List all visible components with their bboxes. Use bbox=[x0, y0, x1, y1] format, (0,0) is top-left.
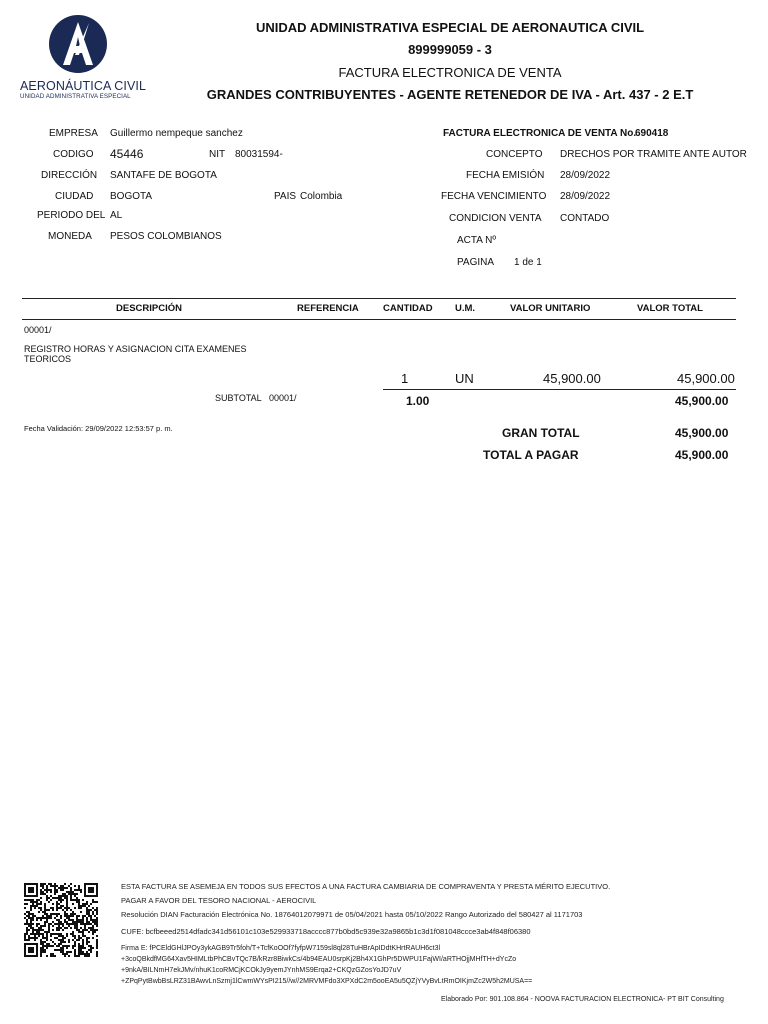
empresa-value: Guillermo nempeque sanchez bbox=[110, 128, 243, 139]
direccion-label: DIRECCIÓN bbox=[41, 170, 98, 181]
tax-regime: GRANDES CONTRIBUYENTES - AGENTE RETENEDOR DE IVA - Art. 437 - 2 E.T bbox=[206, 87, 694, 102]
codigo-value: 45446 bbox=[110, 147, 144, 161]
nit-label: NIT bbox=[209, 149, 226, 160]
concepto-value: DRECHOS POR TRAMITE ANTE AUTOR bbox=[560, 149, 747, 160]
footer-firma-line2: +3coQBkdfMG64Xav5HIMLtbPhCBvTQc7B/kRzr8BiwkCs/4b94EAU0srpKj2Bh4X1GhPr5DWPU1FajWI/aRTHOjjMHfTH+dYcZo bbox=[121, 956, 517, 963]
invoice-title-label: FACTURA ELECTRONICA DE VENTA No. bbox=[443, 128, 637, 139]
org-name: UNIDAD ADMINISTRATIVA ESPECIAL DE AERONAUTICA CIVIL bbox=[255, 20, 645, 35]
item-description-line2: TEORICOS bbox=[24, 354, 72, 364]
footer-firma-line1: Firma E: fPCEldGHlJPOy3ykAGB9Tr5foh/T+TcfKoOOf7fyfpW7159sl8ql28TuHBrApIDdtKHrtRAUH6ct3l bbox=[121, 945, 441, 952]
acta-label: ACTA Nº bbox=[457, 235, 497, 246]
nit-value: 80031594- bbox=[235, 149, 283, 160]
periodo-value: AL bbox=[110, 210, 123, 221]
condicion-value: CONTADO bbox=[560, 213, 610, 224]
footer-firma-line4: +ZPqPytBwbBsLRZ31BAwvLnSzmj1lCwmWYsPI215//w//2MRVMFdo3XPXdC2m5ooEA5u5QZjYVyBvLtRmOIKjmZc2W5h2MUSA== bbox=[121, 978, 533, 985]
logo-title: AERONÁUTICA CIVIL bbox=[20, 79, 147, 93]
gran-total-label: GRAN TOTAL bbox=[502, 426, 580, 440]
moneda-label: MONEDA bbox=[48, 231, 92, 242]
invoice-number: 690418 bbox=[635, 128, 669, 139]
subtotal-value: 45,900.00 bbox=[675, 394, 729, 408]
footer-cufe: CUFE: bcfbeeed2514dfadc341d56101c103e529933718acccc877b0bd5c939e32a9865b1c3d1f081048ccce3ab4f848f06380 bbox=[121, 927, 531, 936]
col-um: U.M. bbox=[455, 303, 476, 314]
empresa-label: EMPRESA bbox=[49, 128, 98, 139]
ciudad-value: BOGOTA bbox=[110, 191, 153, 202]
vencimiento-label: FECHA VENCIMIENTO bbox=[441, 191, 547, 202]
ciudad-label: CIUDAD bbox=[55, 191, 94, 202]
aeronautica-logo-icon bbox=[49, 15, 107, 73]
item-valor-unitario: 45,900.00 bbox=[543, 371, 601, 386]
col-cantidad: CANTIDAD bbox=[383, 303, 433, 314]
footer-resolution: Resolución DIAN Facturación Electrónica No. 18764012079971 de 05/04/2021 hasta 05/10/2022 Rango Autorizado del 580427 al 1171703 bbox=[121, 910, 583, 919]
condicion-label: CONDICION VENTA bbox=[449, 213, 542, 224]
group-code: 00001/ bbox=[24, 325, 52, 335]
col-descripcion: DESCRIPCIÓN bbox=[116, 303, 182, 314]
logo-subtitle: UNIDAD ADMINISTRATIVA ESPECIAL bbox=[20, 93, 131, 100]
subtotal-qty: 1.00 bbox=[406, 394, 430, 408]
moneda-value: PESOS COLOMBIANOS bbox=[110, 231, 222, 242]
subtotal-label: SUBTOTAL bbox=[215, 393, 262, 403]
footer-legal-line2: PAGAR A FAVOR DEL TESORO NACIONAL - AEROCIVIL bbox=[121, 896, 317, 905]
org-nit: 899999059 - 3 bbox=[408, 42, 492, 57]
total-pagar-label: TOTAL A PAGAR bbox=[483, 448, 579, 462]
col-valor-unitario: VALOR UNITARIO bbox=[510, 303, 591, 314]
table-top-rule bbox=[22, 298, 736, 299]
qr-code-icon bbox=[24, 883, 98, 957]
vencimiento-value: 28/09/2022 bbox=[560, 191, 611, 202]
subtotal-code: 00001/ bbox=[269, 393, 297, 403]
codigo-label: CODIGO bbox=[53, 149, 94, 160]
gran-total-value: 45,900.00 bbox=[675, 426, 729, 440]
footer-firma-line3: +9nkA/BILNmH7ekJMv/nhuK1coRMCjKCOkJy9yemJYnhMS9Erqa2+CKQzGZosYoJD7uV bbox=[121, 967, 402, 974]
pagina-value: 1 de 1 bbox=[514, 257, 542, 268]
emision-label: FECHA EMISIÓN bbox=[466, 170, 545, 181]
footer-elaborado: Elaborado Por: 901.108.864 - NOOVA FACTURACION ELECTRONICA- PT BIT Consulting bbox=[441, 996, 724, 1003]
pagina-label: PAGINA bbox=[457, 257, 495, 268]
table-header-rule bbox=[22, 319, 736, 320]
item-cantidad: 1 bbox=[401, 371, 409, 386]
pais-label: PAIS bbox=[274, 191, 297, 202]
col-valor-total: VALOR TOTAL bbox=[637, 303, 703, 314]
item-description-line1: REGISTRO HORAS Y ASIGNACION CITA EXAMENES bbox=[24, 344, 247, 354]
total-pagar-value: 45,900.00 bbox=[675, 448, 729, 462]
col-referencia: REFERENCIA bbox=[297, 303, 359, 314]
direccion-value: SANTAFE DE BOGOTA bbox=[110, 170, 217, 181]
footer-legal-line1: ESTA FACTURA SE ASEMEJA EN TODOS SUS EFECTOS A UNA FACTURA CAMBIARIA DE COMPRAVENTA Y PRESTA MÉRITO EJECUTIVO. bbox=[121, 882, 611, 891]
item-valor-total: 45,900.00 bbox=[677, 371, 735, 386]
doc-type: FACTURA ELECTRONICA DE VENTA bbox=[338, 65, 562, 80]
emision-value: 28/09/2022 bbox=[560, 170, 611, 181]
periodo-label: PERIODO DEL bbox=[37, 210, 106, 221]
pais-value: Colombia bbox=[300, 191, 343, 202]
validation-date: Fecha Validación: 29/09/2022 12:53:57 p. m. bbox=[24, 424, 173, 433]
item-um: UN bbox=[455, 371, 474, 386]
concepto-label: CONCEPTO bbox=[486, 149, 543, 160]
subtotal-rule bbox=[383, 389, 736, 390]
